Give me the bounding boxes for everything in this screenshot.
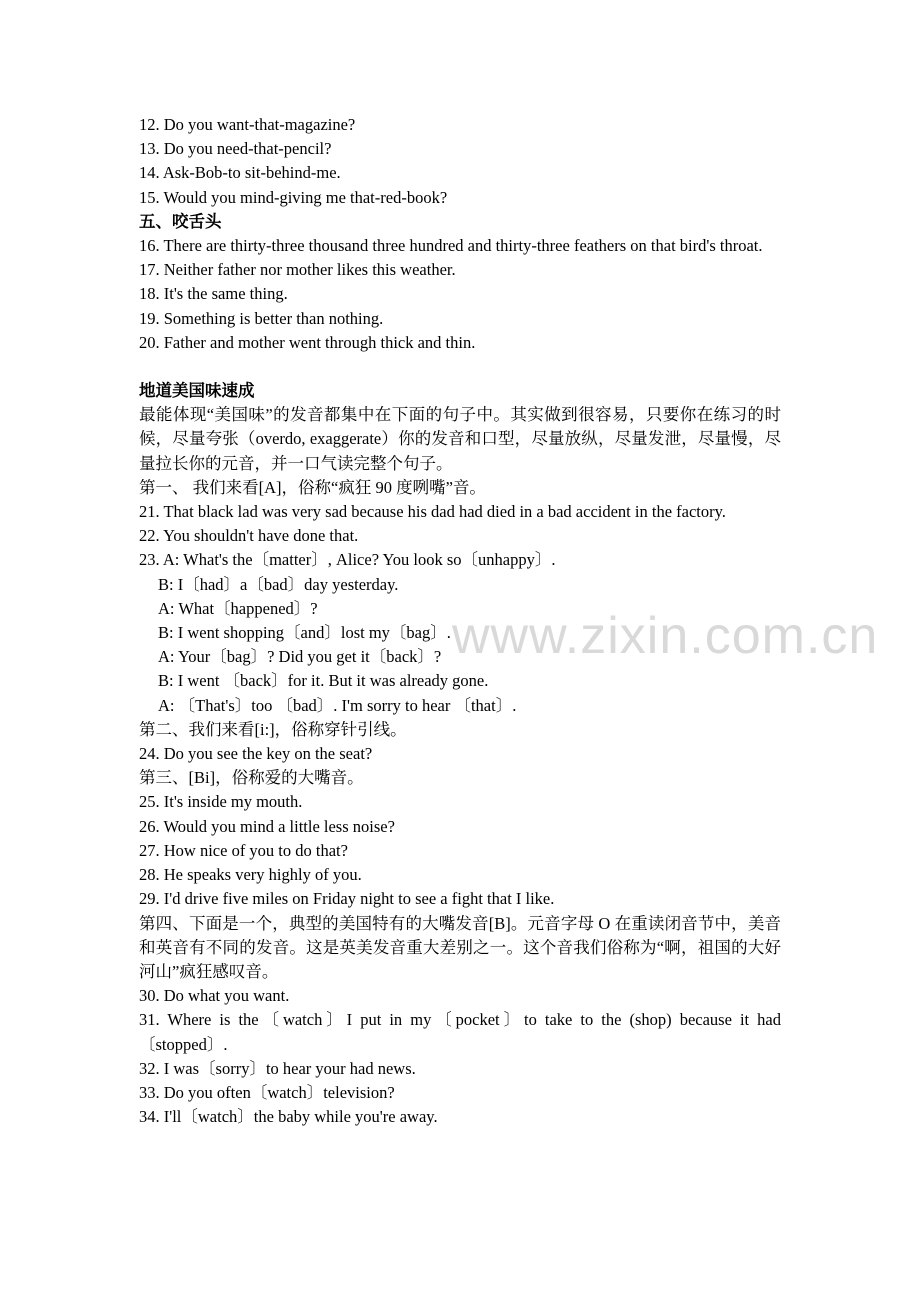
sentence-17: 17. Neither father nor mother likes this weather. bbox=[139, 260, 456, 280]
document-page bbox=[139, 113, 781, 1129]
sentence-27: 27. How nice of you to do that? bbox=[139, 840, 348, 860]
sentence-15: 15. Would you mind-giving me that-red-book? bbox=[139, 187, 448, 207]
part-2-heading: 第二、我们来看[i:]，俗称穿针引线。 bbox=[139, 719, 407, 739]
dialog-line: A: 〔That's〕too 〔bad〕. I'm sorry to hear 〔that〕. bbox=[158, 695, 517, 715]
dialog-line: A: Your〔bag〕? Did you get it〔back〕? bbox=[158, 647, 442, 667]
sentence-23: 23. A: What's the〔matter〕, Alice? You look so〔unhappy〕. bbox=[139, 550, 556, 570]
spacer bbox=[139, 355, 781, 379]
watermark: www.zixin.com.cn bbox=[452, 607, 879, 665]
intro-paragraph: 最能体现“美国味”的发音都集中在下面的句子中。其实做到很容易，只要你在练习的时候，尽量夸张（overdo, exaggerate）你的发音和口型，尽量放纵，尽量发泄，尽量慢，尽量拉长你的元音，并一口气读完整个句子。 bbox=[139, 405, 781, 473]
sentence-28: 28. He speaks very highly of you. bbox=[139, 865, 362, 885]
sentence-12: 12. Do you want-that-magazine? bbox=[139, 115, 356, 134]
sentence-21: 21. That black lad was very sad because his dad had died in a bad accident in the factory. bbox=[139, 502, 726, 522]
sentence-24: 24. Do you see the key on the seat? bbox=[139, 744, 373, 764]
sentence-32: 32. I was〔sorry〕to hear your had news. bbox=[139, 1058, 416, 1078]
sentence-19: 19. Something is better than nothing. bbox=[139, 308, 384, 328]
sentence-13: 13. Do you need-that-pencil? bbox=[139, 139, 332, 159]
sentence-16: 16. There are thirty-three thousand three hundred and thirty-three feathers on that bird's throat. bbox=[139, 236, 763, 256]
section-heading-tongue: 五、咬舌头 bbox=[139, 211, 222, 231]
sentence-18: 18. It's the same thing. bbox=[139, 284, 288, 304]
dialog-line: B: I went 〔back〕for it. But it was already gone. bbox=[158, 671, 489, 691]
sentence-14: 14. Ask-Bob-to sit-behind-me. bbox=[139, 163, 341, 183]
part-3-heading: 第三、[Bi]，俗称爱的大嘴音。 bbox=[139, 768, 364, 788]
part-1-heading: 第一、 我们来看[A]，俗称“疯狂 90 度咧嘴”音。 bbox=[139, 477, 486, 497]
sentence-25: 25. It's inside my mouth. bbox=[139, 792, 303, 812]
sentence-20: 20. Father and mother went through thick and thin. bbox=[139, 332, 476, 352]
section-heading-american: 地道美国味速成 bbox=[139, 381, 255, 401]
sentence-30: 30. Do what you want. bbox=[139, 986, 290, 1006]
sentence-29: 29. I'd drive five miles on Friday night to see a fight that I like. bbox=[139, 889, 555, 909]
sentence-26: 26. Would you mind a little less noise? bbox=[139, 816, 395, 836]
dialog-line: B: I went shopping〔and〕lost my〔bag〕. bbox=[158, 623, 451, 643]
dialog-line: B: I〔had〕a〔bad〕day yesterday. bbox=[158, 574, 399, 594]
part-4-paragraph: 第四、下面是一个，典型的美国特有的大嘴发音[B]。元音字母 O 在重读闭音节中，美音和英音有不同的发音。这是英美发音重大差别之一。这个音我们俗称为“啊，祖国的大好河山”疯狂感叹音。 bbox=[139, 913, 781, 981]
sentence-34: 34. I'll〔watch〕the baby while you're away. bbox=[139, 1107, 438, 1127]
sentence-31: 31. Where is the〔watch〕I put in my〔pocket〕to take to the (shop) because it had〔stopped〕. bbox=[139, 1010, 781, 1054]
sentence-33: 33. Do you often〔watch〕television? bbox=[139, 1082, 395, 1102]
sentence-22: 22. You shouldn't have done that. bbox=[139, 526, 359, 546]
dialog-line: A: What〔happened〕? bbox=[158, 598, 318, 618]
